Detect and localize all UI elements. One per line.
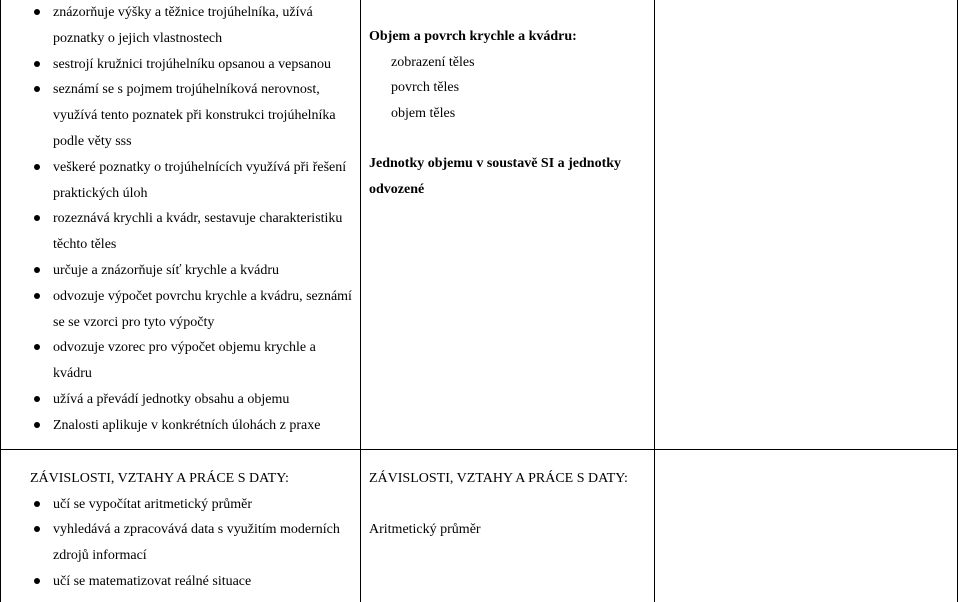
- data-outcomes-list: [30, 492, 358, 595]
- list-item: učí se vypočítat aritmetický průměr: [30, 492, 358, 518]
- row-divider: [0, 449, 958, 450]
- curriculum-cell: [369, 24, 649, 203]
- list-item: sestrojí kružnici trojúhelníku opsanou a vepsanou: [30, 52, 358, 78]
- table-border-left: [0, 0, 1, 602]
- list-item: veškeré poznatky o trojúhelnících využívá při řešení praktických úloh: [30, 155, 358, 207]
- data-curriculum-cell: [369, 466, 639, 542]
- topic-heading: Objem a povrch krychle a kvádru:: [369, 29, 577, 44]
- table-border-right: [957, 0, 958, 602]
- data-outcomes-cell: [30, 466, 358, 595]
- list-item: rozeznává krychli a kvádr, sestavuje charakteristiku těchto těles: [30, 206, 358, 258]
- topic-subitem: objem těles: [391, 105, 456, 121]
- column-divider-2: [654, 0, 655, 602]
- topic-subitem: zobrazení těles: [391, 54, 475, 70]
- column-divider-1: [360, 0, 361, 602]
- list-item: učí se matematizovat reálné situace: [30, 569, 358, 595]
- topic-subitem: povrch těles: [391, 80, 460, 96]
- list-item: znázorňuje výšky a těžnice trojúhelníka, užívá poznatky o jejich vlastnostech: [30, 0, 358, 52]
- section-heading: ZÁVISLOSTI, VZTAHY A PRÁCE S DATY:: [369, 471, 628, 486]
- learning-outcomes-cell: [30, 0, 358, 439]
- list-item: vyhledává a zpracovává data s využitím moderních zdrojů informací: [30, 517, 358, 569]
- list-item: užívá a převádí jednotky obsahu a objemu: [30, 387, 358, 413]
- section-heading: ZÁVISLOSTI, VZTAHY A PRÁCE S DATY:: [30, 471, 289, 486]
- list-item: určuje a znázorňuje síť krychle a kvádru: [30, 258, 358, 284]
- list-item: Znalosti aplikuje v konkrétních úlohách z praxe: [30, 413, 358, 439]
- list-item: seznámí se s pojmem trojúhelníková nerovnost, využívá tento poznatek při konstrukci trojúhelníka podle věty sss: [30, 77, 358, 154]
- topic-text: Aritmetický průměr: [369, 521, 481, 537]
- units-heading: Jednotky objemu v soustavě SI a jednotky odvozené: [369, 156, 622, 197]
- outcomes-list: [30, 0, 358, 439]
- list-item: odvozuje vzorec pro výpočet objemu krychle a kvádru: [30, 335, 358, 387]
- list-item: odvozuje výpočet povrchu krychle a kvádru, seznámí se se vzorci pro tyto výpočty: [30, 284, 358, 336]
